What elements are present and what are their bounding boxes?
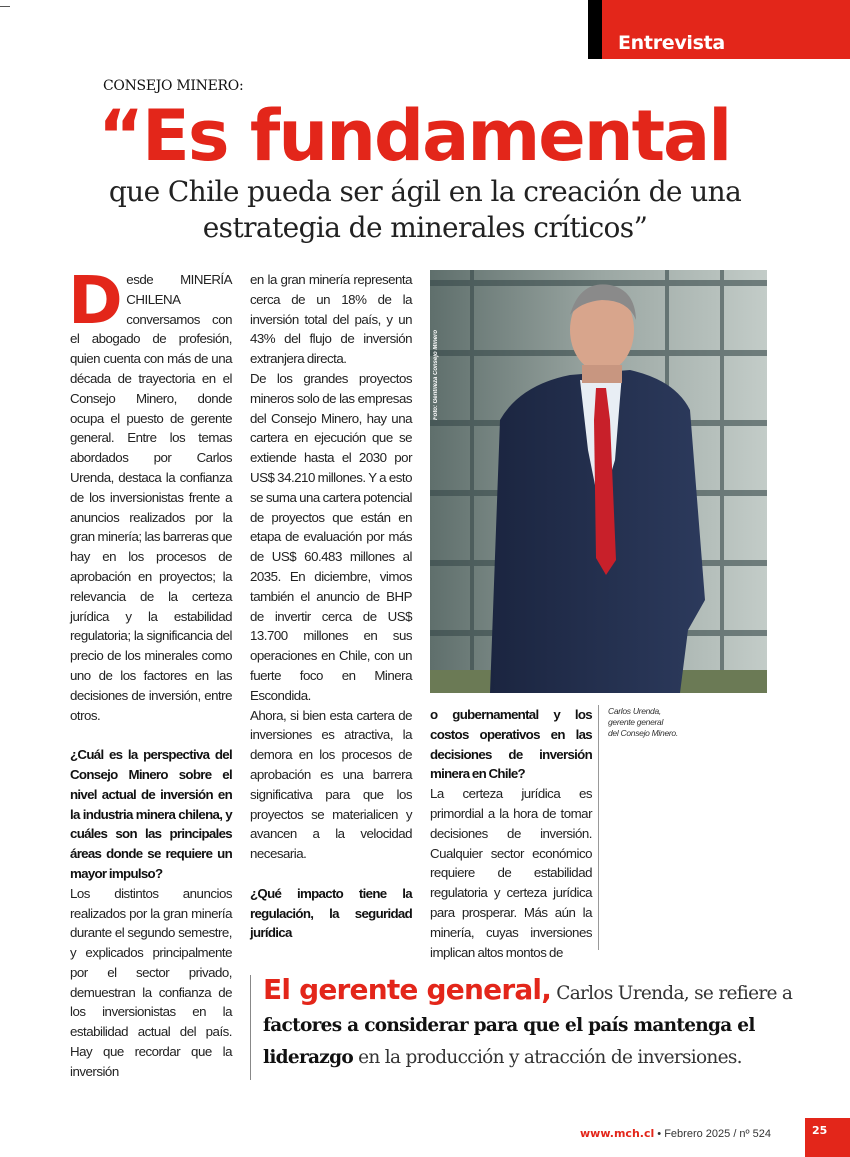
- headline: “Es fundamental: [98, 95, 731, 177]
- question-2-end: o gubernamental y los costos operativos en las decisiones de inversión minera en Chile?: [430, 707, 592, 782]
- column-1: [68, 262, 232, 1082]
- caption-line: gerente general: [608, 717, 664, 727]
- paragraph: en la gran minería representa cerca de un 18% de la inversión total del país, y un 43% del flujo de inversión extranjera directa.: [250, 272, 412, 367]
- paragraph: De los grandes proyectos mineros solo de las empresas del Consejo Minero, hay una cartera en ejecución que se extiende hasta el 2030 por US$ 34.210 millones. Y a esto se suma una cartera potencial de proyectos que están en etapa de evaluación por más de US$ 60.483 millones al 2035. En diciembre, vimos también el anuncio de BHP de invertir cerca de US$ 13.700 millones en sus operaciones en Chile, con un fuerte foco en Minera Escondida.: [250, 370, 412, 703]
- section-label: Entrevista: [618, 32, 725, 54]
- section-tab-bar: [588, 0, 602, 59]
- pullquote-text: Carlos Urenda, se refiere a: [551, 983, 793, 1004]
- subheadline: que Chile pueda ser ágil en la creación de una estrategia de minerales críticos”: [108, 175, 742, 244]
- question-1: ¿Cuál es la perspectiva del Consejo Minero sobre el nivel actual de inversión en la industria minera chilena, y cuáles son las principales áreas donde se requiere un mayor impulso?: [70, 747, 232, 881]
- pullquote-lead: El gerente general,: [263, 973, 552, 1006]
- pullquote-text: en la producción y atracción de inversiones.: [352, 1047, 742, 1068]
- intro-text: esde MINERÍA CHILENA conversamos con el abogado de profesión, quien cuenta con más de una década de trayectoria en el Consejo Minero, donde ocupa el puesto de gerente general. Entre los temas abordados por Carlos Urenda, destaca la confianza de los inversionistas frente a anuncios realizados por la gran minería; las barreras que hay en los procesos de aprobación en proyectos; la relevancia de la certeza jurídica y la estabilidad regulatoria; la significancia del precio de los minerales como uno de los factores en las decisiones de inversión, entre otros.: [70, 272, 232, 723]
- column-2: [250, 270, 412, 943]
- footer: [580, 1127, 771, 1141]
- page-number-box: [805, 1118, 850, 1157]
- portrait-photo: [430, 270, 767, 693]
- website-link[interactable]: www.mch.cl: [580, 1127, 655, 1140]
- caption-line: del Consejo Minero.: [608, 728, 678, 738]
- kicker: CONSEJO MINERO:: [103, 78, 244, 94]
- pullquote: [263, 974, 808, 1074]
- paragraph: Ahora, si bien esta cartera de inversiones es atractiva, la demora en los procesos de aprobación es una barrera significativa para que los proyectos se materialicen y avancen a la velocidad necesaria.: [250, 707, 412, 862]
- drop-cap: D: [68, 262, 123, 339]
- crop-mark: [0, 6, 10, 7]
- answer-1: Los distintos anuncios realizados por la gran minería durante el segundo semestre, y explicados principalmente por el sector privado, demuestran la confianza de los inversionistas en la estabilidad actual del país. Hay que recordar que la inversión: [70, 885, 232, 1079]
- issue-info: • Febrero 2025 / nº 524: [654, 1128, 771, 1140]
- caption-divider: [598, 705, 599, 950]
- question-2-start: ¿Qué impacto tiene la regulación, la seguridad jurídica: [250, 885, 412, 941]
- caption-line: Carlos Urenda,: [608, 706, 661, 716]
- section-tab: [588, 0, 850, 59]
- page-number: 25: [812, 1124, 828, 1137]
- pullquote-bold: factores a considerar para que el país mantenga el liderazgo: [263, 1015, 755, 1068]
- column-3: [430, 705, 592, 962]
- photo-image: [430, 270, 767, 693]
- answer-2: La certeza jurídica es primordial a la hora de tomar decisiones de inversión. Cualquier sector económico requiere de estabilidad regulatoria y certeza jurídica para prosperar. Más aún la minería, cuyas inversiones implican altos montos de: [430, 786, 592, 960]
- photo-credit: Foto: Gentileza Consejo Minero: [433, 330, 439, 421]
- pullquote-rule: [250, 975, 251, 1080]
- photo-caption: [608, 706, 678, 739]
